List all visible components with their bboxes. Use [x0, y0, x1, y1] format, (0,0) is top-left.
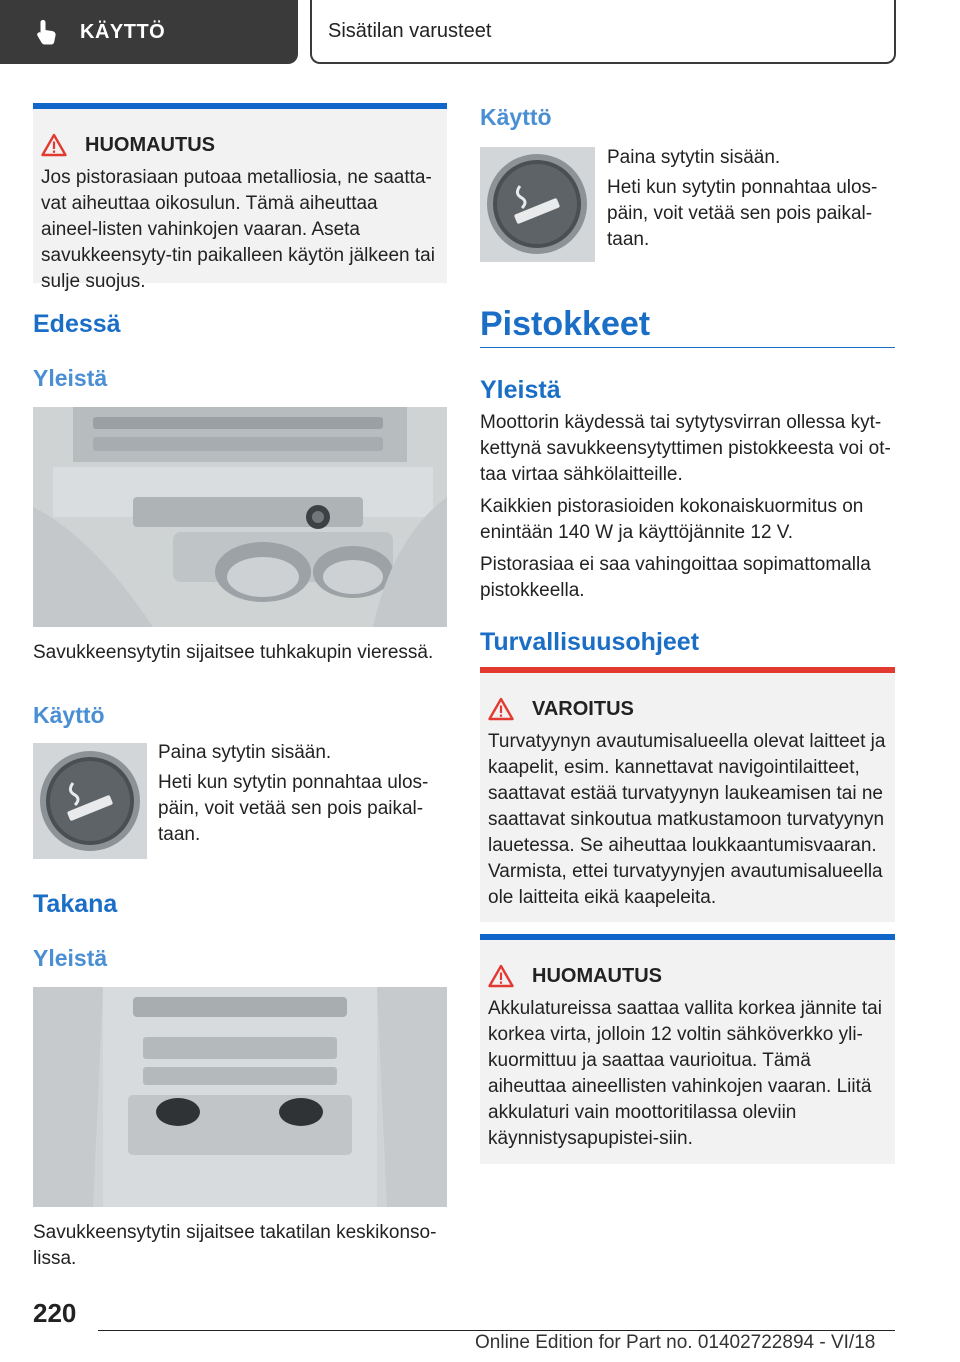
notice-box: [33, 103, 447, 292]
front-usage-step-2: Heti kun sytytin ponnahtaa ulos-päin, voit vetää sen pois paikal-taan.: [158, 772, 429, 845]
warning-triangle-icon: [41, 133, 67, 157]
sockets-paragraph-3: Pistorasiaa ei saa vahingoittaa sopimattomalla pistokkeella.: [480, 554, 871, 601]
notice-2-title: HUOMAUTUS: [532, 964, 662, 987]
front-usage-heading: Käyttö: [33, 702, 105, 728]
rear-general-heading: Yleistä: [33, 945, 108, 971]
front-caption: Savukkeensytytin sijaitsee tuhkakupin vieressä.: [33, 642, 434, 663]
rear-caption: Savukkeensytytin sijaitsee takatilan keskikonso-lissa.: [33, 1222, 437, 1269]
notice-box-2: [480, 934, 895, 1164]
chapter-tab-label: Sisätilan varusteet: [328, 19, 492, 42]
notice-title: HUOMAUTUS: [85, 133, 215, 156]
edition-text[interactable]: Online Edition for Part no. 01402722894 - VI/18: [475, 1332, 876, 1353]
sockets-general-heading: Yleistä: [480, 376, 561, 404]
rear-console-photo: [33, 987, 447, 1207]
hand-pointer-icon: [24, 9, 70, 55]
notice-header: [41, 133, 439, 157]
sockets-heading: Pistokkeet: [480, 305, 651, 343]
notice-2-header: [488, 964, 887, 988]
cigarette-lighter-photo-front: [33, 743, 147, 859]
warning-box: [480, 667, 895, 922]
rear-usage-step-1: Paina sytytin sisään.: [607, 147, 781, 168]
notice-2-body: Akkulatureissa saattaa vallita korkea jännite tai korkea virta, jolloin 12 voltin sähköverkko yli-kuormittuu ja saattaa vaurioitua. Tämä aiheuttaa aineellisten vahinkojen vaaran. Liitä akkulaturi vain moottoritilassa oleviin käynnistysapupistei-siin.: [488, 998, 882, 1149]
rear-usage-heading: Käyttö: [480, 104, 552, 130]
warning-triangle-icon: [488, 697, 514, 721]
sockets-heading-rule: [480, 347, 895, 348]
warning-triangle-icon: [488, 964, 514, 988]
warning-body: Turvatyynyn avautumisalueella olevat laitteet ja kaapelit, esim. kannettavat navigointilaitteet, saattavat estää turvatyynyn laukeamisen tai ne saattavat sinkoutua matkustamoon turvatyynyn lauetessa. Se aiheuttaa loukkaantumisvaaran. Varmista, ettei turvatyynyjen avautumisalueella ole laitteita eikä kaapeleita.: [488, 731, 886, 908]
front-usage-step-1: Paina sytytin sisään.: [158, 742, 332, 763]
sockets-paragraph-2: Kaikkien pistorasioiden kokonaiskuormitus on enintään 140 W ja käyttöjännite 12 V.: [480, 496, 864, 543]
sockets-paragraph-1: Moottorin käydessä tai sytytysvirran ollessa kyt-kettynä savukkeensytyttimen pistokkeesta voi ot-taa virtaa sähkölaitteille.: [480, 412, 891, 485]
notice-body: Jos pistorasiaan putoaa metalliosia, ne saatta-vat aiheuttaa oikosulun. Tämä aiheuttaa aineel-listen vahinkojen vaaran. Aseta savukkeensyty-tin paikalleen käytön jälkeen tai sulje suojus.: [41, 167, 435, 292]
warning-header: [488, 697, 887, 721]
front-general-heading: Yleistä: [33, 365, 108, 391]
page-number: 220: [33, 1298, 77, 1328]
cigarette-lighter-photo-rear: [480, 147, 595, 262]
rear-usage-step-2: Heti kun sytytin ponnahtaa ulos-päin, voit vetää sen pois paikal-taan.: [607, 177, 878, 250]
safety-heading: Turvallisuusohjeet: [480, 628, 700, 656]
warning-title: VAROITUS: [532, 697, 634, 720]
footer-rule: [98, 1330, 895, 1331]
front-heading: Edessä: [33, 310, 121, 338]
front-console-photo: [33, 407, 447, 627]
section-tab[interactable]: [0, 0, 298, 64]
chapter-tab[interactable]: [310, 0, 896, 64]
section-tab-label: KÄYTTÖ: [80, 20, 166, 43]
rear-heading: Takana: [33, 890, 118, 918]
